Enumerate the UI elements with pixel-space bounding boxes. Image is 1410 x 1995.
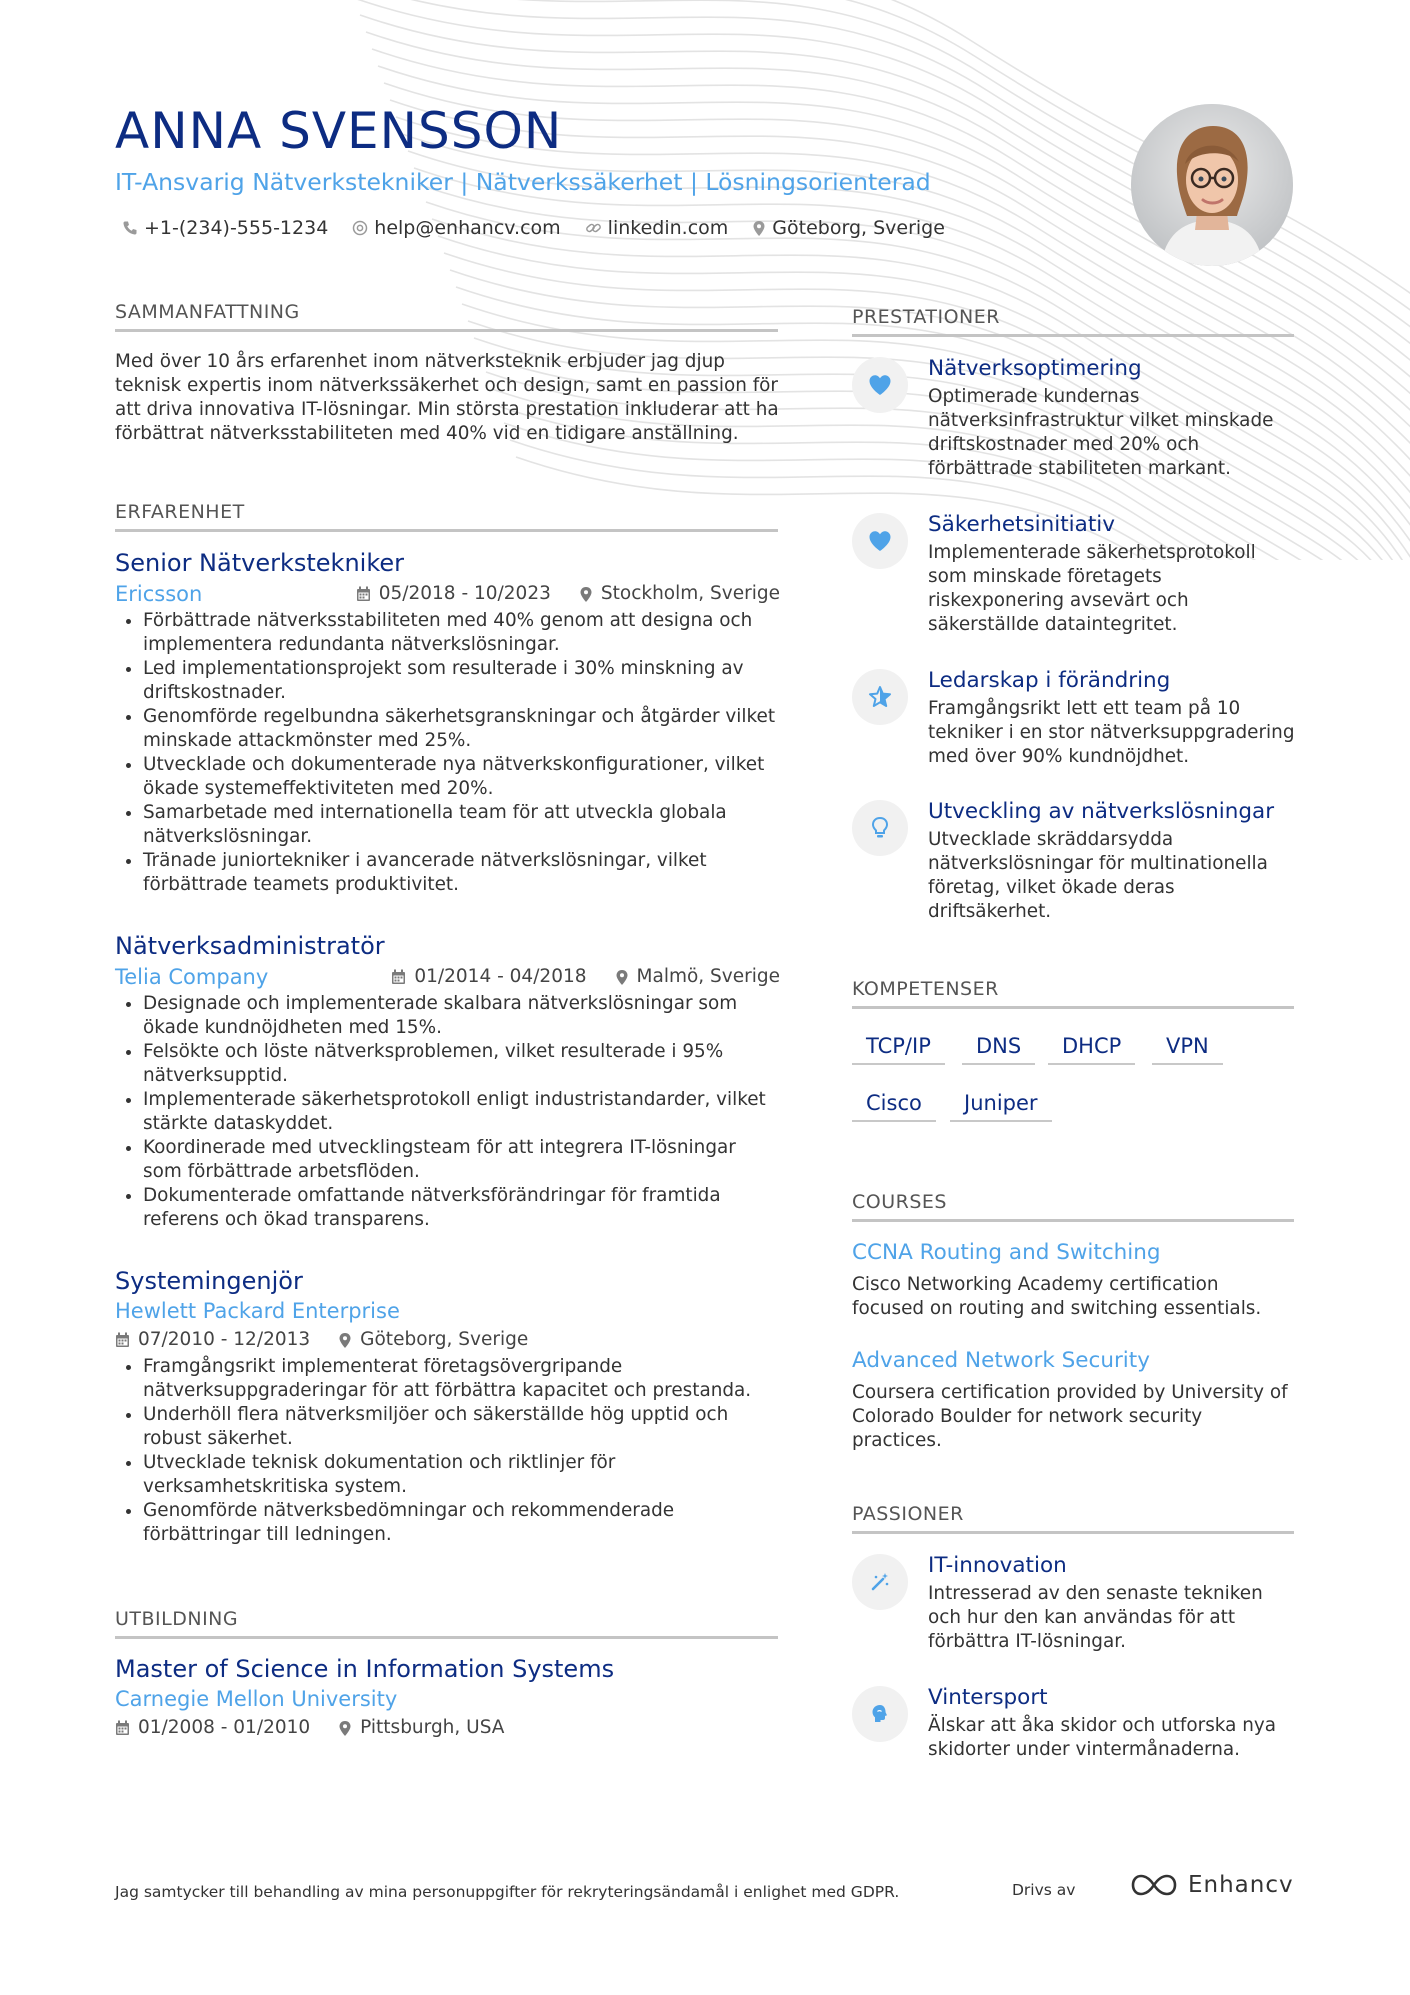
brain-icon — [868, 1702, 892, 1726]
section-title-achievements: PRESTATIONER — [852, 305, 1294, 337]
linkedin-text: linkedin.com — [607, 217, 729, 239]
skill-tag: Juniper — [950, 1088, 1052, 1122]
achievement-desc: Optimerade kundernas nätverksinfrastruktur vilket minskade driftskostnader med 20% och förbättrade stabiliteten markant. — [928, 386, 1274, 479]
school-name: Carnegie Mellon University — [115, 1687, 398, 1711]
achievement-title: Utveckling av nätverkslösningar — [928, 799, 1275, 824]
star-icon — [868, 685, 892, 709]
achievement-icon-wrap — [852, 357, 908, 413]
passion-item — [852, 1552, 1292, 1662]
achievement-title: Ledarskap i förändring — [928, 668, 1171, 693]
achievement-item — [852, 511, 1292, 641]
infinity-logo-icon — [1130, 1872, 1178, 1898]
course-title: CCNA Routing and Switching — [852, 1240, 1161, 1265]
passion-desc: Älskar att åka skidor och utforska nya skidorter under vintermånaderna. — [928, 1715, 1277, 1760]
calendar-icon — [115, 1332, 130, 1348]
achievement-icon-wrap — [852, 513, 908, 569]
job-location: Göteborg, Sverige — [360, 1329, 529, 1350]
bullet-item: • Genomförde nätverksbedömningar och rekommenderade förbättringar till ledningen. — [143, 1499, 780, 1547]
location-pin-icon — [752, 220, 766, 237]
bullet-item: • Tränade juniortekniker i avancerade nätverkslösningar, vilket förbättrade teamets produktivitet. — [143, 849, 780, 897]
company-name: Hewlett Packard Enterprise — [115, 1299, 400, 1323]
bullet-item: • Koordinerade med utvecklingsteam för att integrera IT-lösningar som förbättrade arbetsflöden. — [143, 1136, 780, 1184]
bullet-item: • Framgångsrikt implementerat företagsövergripande nätverksuppgraderingar för att förbättra kapacitet och prestanda. — [143, 1355, 780, 1403]
achievement-icon-wrap — [852, 800, 908, 856]
location-pin-icon — [338, 1332, 352, 1349]
contact-phone[interactable] — [122, 217, 328, 239]
bullet-item: • Utvecklade teknisk dokumentation och riktlinjer för verksamhetskritiska system. — [143, 1451, 780, 1499]
education-location: Pittsburgh, USA — [360, 1717, 505, 1738]
bullet-item: • Dokumenterade omfattande nätverksförändringar för framtida referens och ökad transparens. — [143, 1184, 780, 1232]
bullet-item: • Utvecklade och dokumenterade nya nätverkskonfigurationer, vilket ökade systemeffektiviteten med 20%. — [143, 753, 780, 801]
company-name: Ericsson — [115, 582, 203, 606]
job-title: Nätverksadministratör — [115, 932, 385, 960]
bullet-item: • Led implementationsprojekt som resulterade i 30% minskning av driftskostnader. — [143, 657, 780, 705]
location-text: Göteborg, Sverige — [772, 217, 945, 239]
achievement-title: Nätverksoptimering — [928, 356, 1142, 381]
achievement-desc: Implementerade säkerhetsprotokoll som minskade företagets riskexponering avsevärt och säkerställde dataintegritet. — [928, 542, 1256, 635]
skill-tag: DNS — [962, 1031, 1035, 1065]
company-name: Telia Company — [115, 965, 269, 989]
lightbulb-icon — [870, 816, 890, 840]
bullet-item: • Implementerade säkerhetsprotokoll enligt industristandarder, vilket stärkte dataskyddet. — [143, 1088, 780, 1136]
summary-text: Med över 10 års erfarenhet inom nätverksteknik erbjuder jag djup teknisk expertis inom nätverkssäkerhet och design, samt en passion för att driva innovativa IT-lösningar. Min största prestation inkluderar att ha förbättrat nätverksstabiliteten med 40% vid en tidigare anställning. — [115, 351, 779, 444]
achievement-desc: Framgångsrikt lett ett team på 10 tekniker i en stor nätverksuppgradering med över 90% kundnöjdhet. — [928, 698, 1295, 767]
contact-email[interactable] — [352, 217, 560, 239]
skill-tag: Cisco — [852, 1088, 936, 1122]
experience-entry — [115, 930, 780, 1232]
bullet-item: • Designade och implementerade skalbara nätverkslösningar som ökade kundnöjdheten med 15%. — [143, 992, 780, 1040]
calendar-icon — [356, 586, 371, 602]
job-bullets — [115, 1355, 780, 1547]
passion-title: Vintersport — [928, 1685, 1048, 1710]
job-dates: 05/2018 - 10/2023 — [378, 583, 551, 604]
passion-title: IT-innovation — [928, 1553, 1067, 1578]
contact-location — [752, 217, 945, 239]
calendar-icon — [391, 969, 406, 985]
location-pin-icon — [615, 969, 629, 986]
achievement-desc: Utvecklade skräddarsydda nätverkslösningar för multinationella företag, vilket ökade deras driftsäkerhet. — [928, 829, 1268, 922]
powered-by-label: Drivs av — [1012, 1881, 1076, 1899]
gdpr-consent-text: Jag samtycker till behandling av mina personuppgifter för rekryteringsändamål i enlighet med GDPR. — [115, 1883, 900, 1901]
email-text: help@enhancv.com — [374, 217, 561, 239]
education-dates: 01/2008 - 01/2010 — [138, 1717, 311, 1738]
bullet-item: • Samarbetade med internationella team för att utveckla globala nätverkslösningar. — [143, 801, 780, 849]
section-title-skills: KOMPETENSER — [852, 977, 1294, 1009]
contact-linkedin[interactable] — [585, 217, 729, 239]
at-sign-icon — [352, 220, 368, 236]
phone-text: +1-(234)-555-1234 — [144, 217, 329, 239]
bullet-item: • Förbättrade nätverksstabiliteten med 40% genom att designa och implementera redundanta nätverkslösningar. — [143, 609, 780, 657]
passion-icon-wrap — [852, 1686, 908, 1742]
heart-icon — [868, 530, 892, 552]
section-title-summary: SAMMANFATTNING — [115, 300, 778, 332]
degree-title: Master of Science in Information Systems — [115, 1655, 615, 1683]
achievement-title: Säkerhetsinitiativ — [928, 512, 1115, 537]
job-bullets — [115, 609, 780, 897]
contact-bar — [122, 213, 969, 243]
heart-icon — [868, 374, 892, 396]
candidate-headline: IT-Ansvarig Nätverkstekniker | Nätverkssäkerhet | Lösningsorienterad — [115, 168, 931, 196]
achievement-item — [852, 798, 1292, 928]
location-pin-icon — [338, 1720, 352, 1737]
link-icon — [585, 220, 602, 236]
course-desc: Cisco Networking Academy certification focused on routing and switching essentials. — [852, 1274, 1262, 1319]
skill-tag: TCP/IP — [852, 1031, 945, 1065]
section-title-experience: ERFARENHET — [115, 500, 778, 532]
experience-entry — [115, 547, 780, 897]
section-title-education: UTBILDNING — [115, 1607, 778, 1639]
passion-icon-wrap — [852, 1554, 908, 1610]
achievement-item — [852, 667, 1295, 777]
passion-desc: Intresserad av den senaste tekniken och hur den kan användas för att förbättra IT-lösningar. — [928, 1583, 1263, 1652]
profile-photo — [1131, 104, 1293, 266]
job-title: Systemingenjör — [115, 1267, 303, 1295]
profile-photo-illustration — [1131, 104, 1293, 266]
job-dates: 07/2010 - 12/2013 — [138, 1329, 311, 1350]
section-title-courses: COURSES — [852, 1190, 1294, 1222]
achievement-item — [852, 355, 1292, 485]
skill-tag: DHCP — [1048, 1031, 1135, 1065]
bullet-item: • Felsökte och löste nätverksproblemen, vilket resulterade i 95% nätverksupptid. — [143, 1040, 780, 1088]
bullet-item: • Genomförde regelbundna säkerhetsgranskningar och åtgärder vilket minskade attackmönster med 25%. — [143, 705, 780, 753]
job-bullets — [115, 992, 780, 1232]
passion-item — [852, 1684, 1292, 1774]
job-location: Stockholm, Sverige — [600, 583, 780, 604]
education-entry — [115, 1653, 780, 1743]
course-title: Advanced Network Security — [852, 1348, 1150, 1373]
experience-entry — [115, 1265, 780, 1547]
job-dates: 01/2014 - 04/2018 — [414, 966, 587, 987]
calendar-icon — [115, 1720, 130, 1736]
magic-wand-icon — [868, 1570, 892, 1594]
section-title-passions: PASSIONER — [852, 1502, 1294, 1534]
phone-icon — [122, 220, 138, 236]
location-pin-icon — [579, 586, 593, 603]
brand-logo[interactable] — [1130, 1872, 1294, 1898]
candidate-name: ANNA SVENSSON — [115, 102, 563, 160]
skill-tag: VPN — [1152, 1031, 1223, 1065]
brand-name: Enhancv — [1188, 1872, 1294, 1898]
achievement-icon-wrap — [852, 669, 908, 725]
bullet-item: • Underhöll flera nätverksmiljöer och säkerställde hög upptid och robust säkerhet. — [143, 1403, 780, 1451]
course-desc: Coursera certification provided by University of Colorado Boulder for network security practices. — [852, 1382, 1288, 1451]
job-title: Senior Nätverkstekniker — [115, 549, 404, 577]
job-location: Malmö, Sverige — [636, 966, 780, 987]
